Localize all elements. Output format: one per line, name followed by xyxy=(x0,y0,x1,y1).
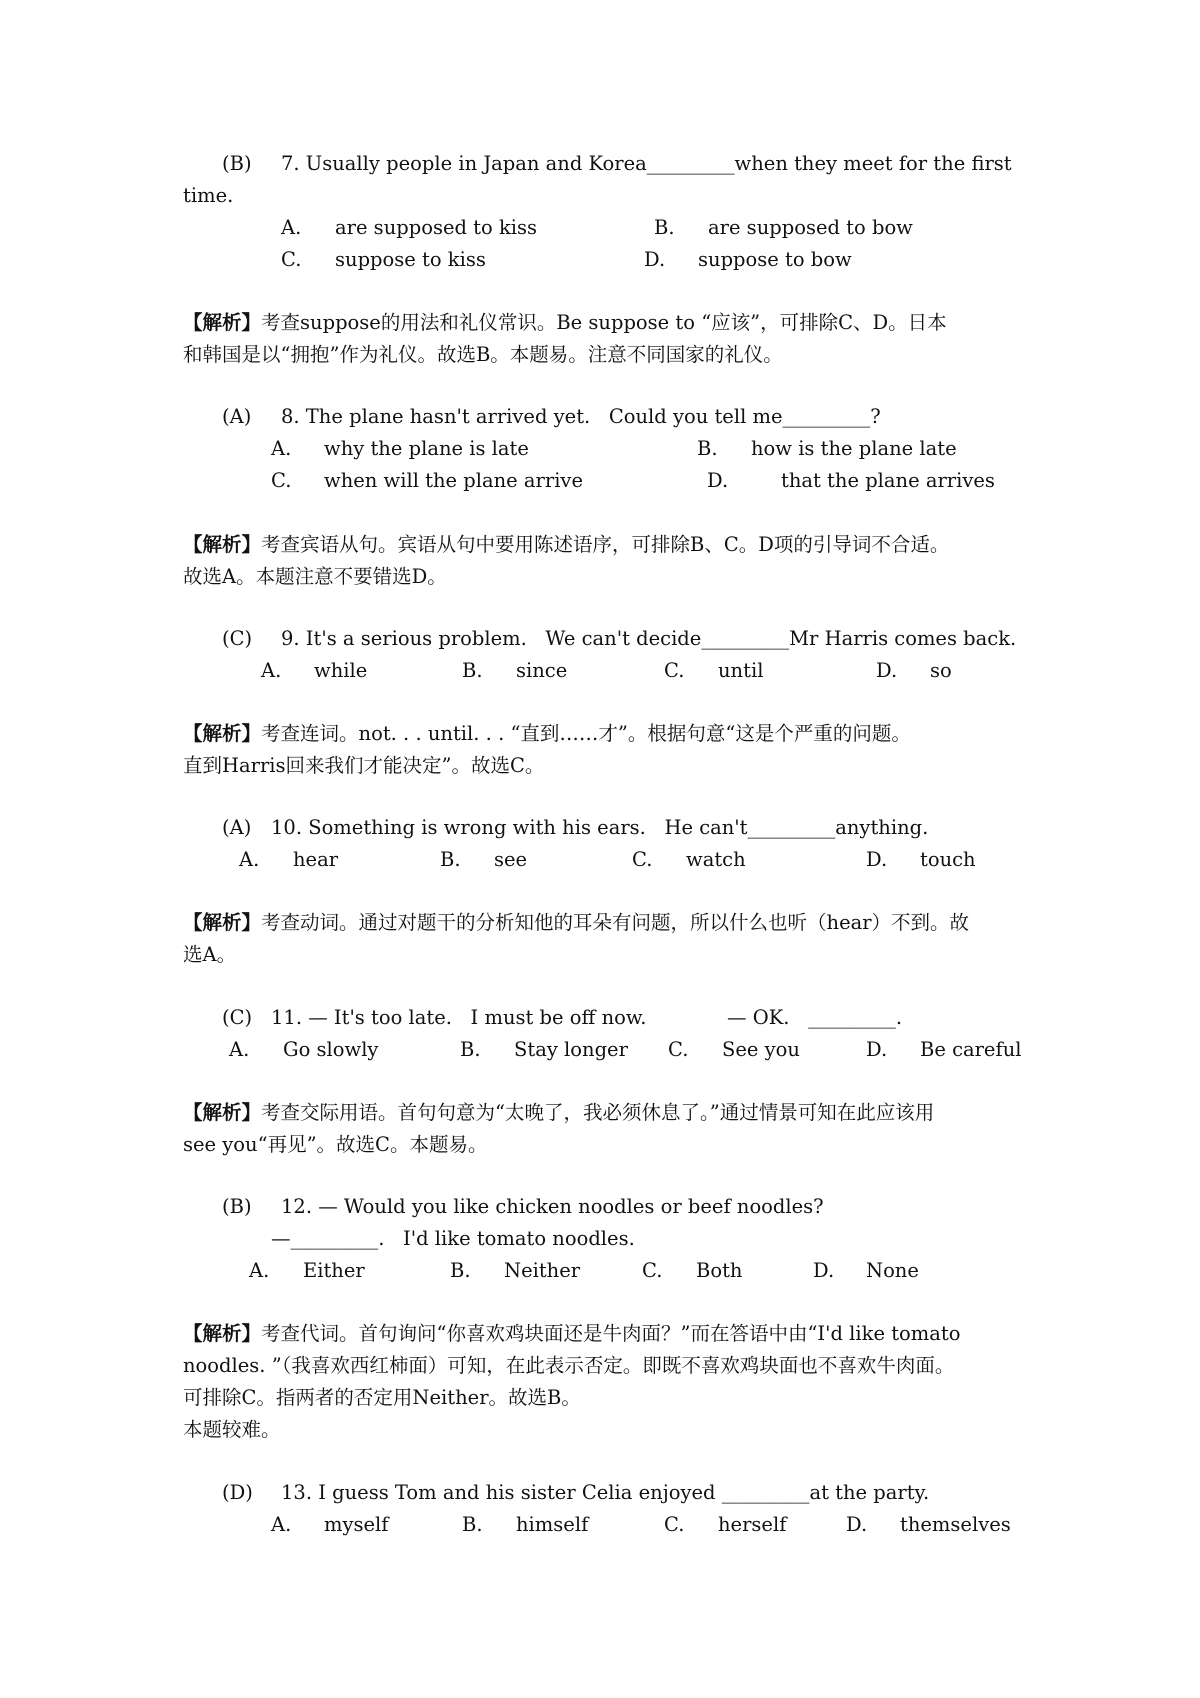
option-text: Neither xyxy=(504,1259,581,1282)
option-letter: B. xyxy=(697,437,718,460)
option-text: while xyxy=(314,659,368,682)
answer-key: (A) xyxy=(222,405,252,428)
option-text: herself xyxy=(718,1513,787,1536)
option-text: see xyxy=(494,848,528,871)
option-letter: C. xyxy=(632,848,653,871)
option-letter: D. xyxy=(866,848,888,871)
option-text: so xyxy=(930,659,952,682)
answer-key: (D) xyxy=(222,1481,253,1504)
option-letter: B. xyxy=(654,216,675,239)
question-stem: 11. — It's too late. I must be off now. — OK. _________. xyxy=(271,1006,903,1029)
option-text: Be careful xyxy=(920,1038,1022,1061)
option-letter: A. xyxy=(271,437,292,460)
explanation-text: 故选A。本题注意不要错选D。 xyxy=(183,565,447,588)
option-text: suppose to bow xyxy=(698,248,852,271)
question-stem: 13. I guess Tom and his sister Celia enjoyed _________at the party. xyxy=(281,1481,930,1504)
answer-key: (B) xyxy=(222,152,252,175)
option-text: are supposed to bow xyxy=(708,216,913,239)
explanation-tag: 【解析】 xyxy=(183,1322,262,1345)
option-text: themselves xyxy=(900,1513,1011,1536)
explanation-tag: 【解析】 xyxy=(183,1101,262,1124)
option-text: how is the plane late xyxy=(751,437,957,460)
explanation xyxy=(183,718,1023,782)
answer-key: (A) xyxy=(222,816,252,839)
option-letter: D. xyxy=(707,469,729,492)
option-letter: A. xyxy=(261,659,282,682)
explanation-text: 考查宾语从句。宾语从句中要用陈述语序，可排除B、C。D项的引导词不合适。 xyxy=(261,533,950,556)
question-stem: 10. Something is wrong with his ears. He can't_________anything. xyxy=(271,816,929,839)
option-text: that the plane arrives xyxy=(781,469,995,492)
option-text: watch xyxy=(686,848,746,871)
option-text: See you xyxy=(722,1038,800,1061)
explanation-text: 可排除C。指两者的否定用Neither。故选B。 xyxy=(183,1386,581,1409)
explanation-tag: 【解析】 xyxy=(183,533,262,556)
option-text: since xyxy=(516,659,568,682)
option-letter: C. xyxy=(642,1259,663,1282)
option-letter: A. xyxy=(239,848,260,871)
option-text: until xyxy=(718,659,764,682)
explanation-text: see you“再见”。故选C。本题易。 xyxy=(183,1133,488,1156)
question-stem-continued: —_________. I'd like tomato noodles. xyxy=(271,1227,635,1250)
explanation-text: noodles. ”（我喜欢西红柿面）可知，在此表示否定。即既不喜欢鸡块面也不喜欢牛肉面。 xyxy=(183,1354,955,1377)
answer-key: (C) xyxy=(222,627,253,650)
option-letter: C. xyxy=(664,659,685,682)
explanation-tag: 【解析】 xyxy=(183,911,262,934)
option-text: hear xyxy=(293,848,339,871)
option-letter: A. xyxy=(281,216,302,239)
option-letter: D. xyxy=(846,1513,868,1536)
explanation-text: 考查动词。通过对题干的分析知他的耳朵有问题，所以什么也听（hear）不到。故 xyxy=(261,911,970,934)
option-letter: C. xyxy=(271,469,292,492)
option-letter: A. xyxy=(229,1038,250,1061)
option-text: Go slowly xyxy=(283,1038,379,1061)
explanation xyxy=(183,1097,1023,1161)
explanation-tag: 【解析】 xyxy=(183,311,262,334)
answer-key: (B) xyxy=(222,1195,252,1218)
question-stem: 9. It's a serious problem. We can't decide_________Mr Harris comes back. xyxy=(281,627,1017,650)
explanation xyxy=(183,529,1023,593)
option-letter: B. xyxy=(460,1038,481,1061)
explanation xyxy=(183,1318,1023,1446)
explanation xyxy=(183,907,1023,971)
answer-key: (C) xyxy=(222,1006,253,1029)
option-text: himself xyxy=(516,1513,589,1536)
option-text: Either xyxy=(303,1259,365,1282)
option-letter: B. xyxy=(440,848,461,871)
option-text: touch xyxy=(920,848,976,871)
explanation-text: 考查suppose的用法和礼仪常识。Be suppose to “应该”，可排除C、D。日本 xyxy=(261,311,947,334)
question-stem: 7. Usually people in Japan and Korea_________when they meet for the first xyxy=(281,152,1012,175)
option-letter: A. xyxy=(249,1259,270,1282)
option-text: suppose to kiss xyxy=(335,248,486,271)
option-letter: D. xyxy=(644,248,666,271)
option-text: None xyxy=(866,1259,919,1282)
question-stem: 8. The plane hasn't arrived yet. Could you tell me_________? xyxy=(281,405,881,428)
option-letter: C. xyxy=(664,1513,685,1536)
option-letter: D. xyxy=(876,659,898,682)
option-letter: C. xyxy=(281,248,302,271)
question-stem-continued: time. xyxy=(183,184,234,207)
option-text: are supposed to kiss xyxy=(335,216,538,239)
option-letter: B. xyxy=(450,1259,471,1282)
explanation xyxy=(183,307,1023,371)
explanation-tag: 【解析】 xyxy=(183,722,262,745)
option-letter: B. xyxy=(462,659,483,682)
option-letter: C. xyxy=(668,1038,689,1061)
option-text: Both xyxy=(696,1259,743,1282)
explanation-text: 考查连词。not. . . until. . . “直到……才”。根据句意“这是个严重的问题。 xyxy=(261,722,911,745)
option-text: why the plane is late xyxy=(324,437,529,460)
option-text: myself xyxy=(324,1513,389,1536)
option-letter: A. xyxy=(271,1513,292,1536)
question-stem: 12. — Would you like chicken noodles or beef noodles? xyxy=(281,1195,824,1218)
explanation-text: 考查交际用语。首句句意为“太晚了，我必须休息了。”通过情景可知在此应该用 xyxy=(261,1101,935,1124)
option-text: Stay longer xyxy=(514,1038,628,1061)
explanation-text: 直到Harris回来我们才能决定”。故选C。 xyxy=(183,754,545,777)
option-text: when will the plane arrive xyxy=(324,469,583,492)
option-letter: D. xyxy=(813,1259,835,1282)
explanation-text: 考查代词。首句询问“你喜欢鸡块面还是牛肉面？”而在答语中由“I'd like tomato xyxy=(261,1322,961,1345)
option-letter: D. xyxy=(866,1038,888,1061)
explanation-text: 选A。 xyxy=(183,943,237,966)
option-letter: B. xyxy=(462,1513,483,1536)
explanation-text: 和韩国是以“拥抱”作为礼仪。故选B。本题易。注意不同国家的礼仪。 xyxy=(183,343,783,366)
explanation-text: 本题较难。 xyxy=(183,1418,281,1441)
